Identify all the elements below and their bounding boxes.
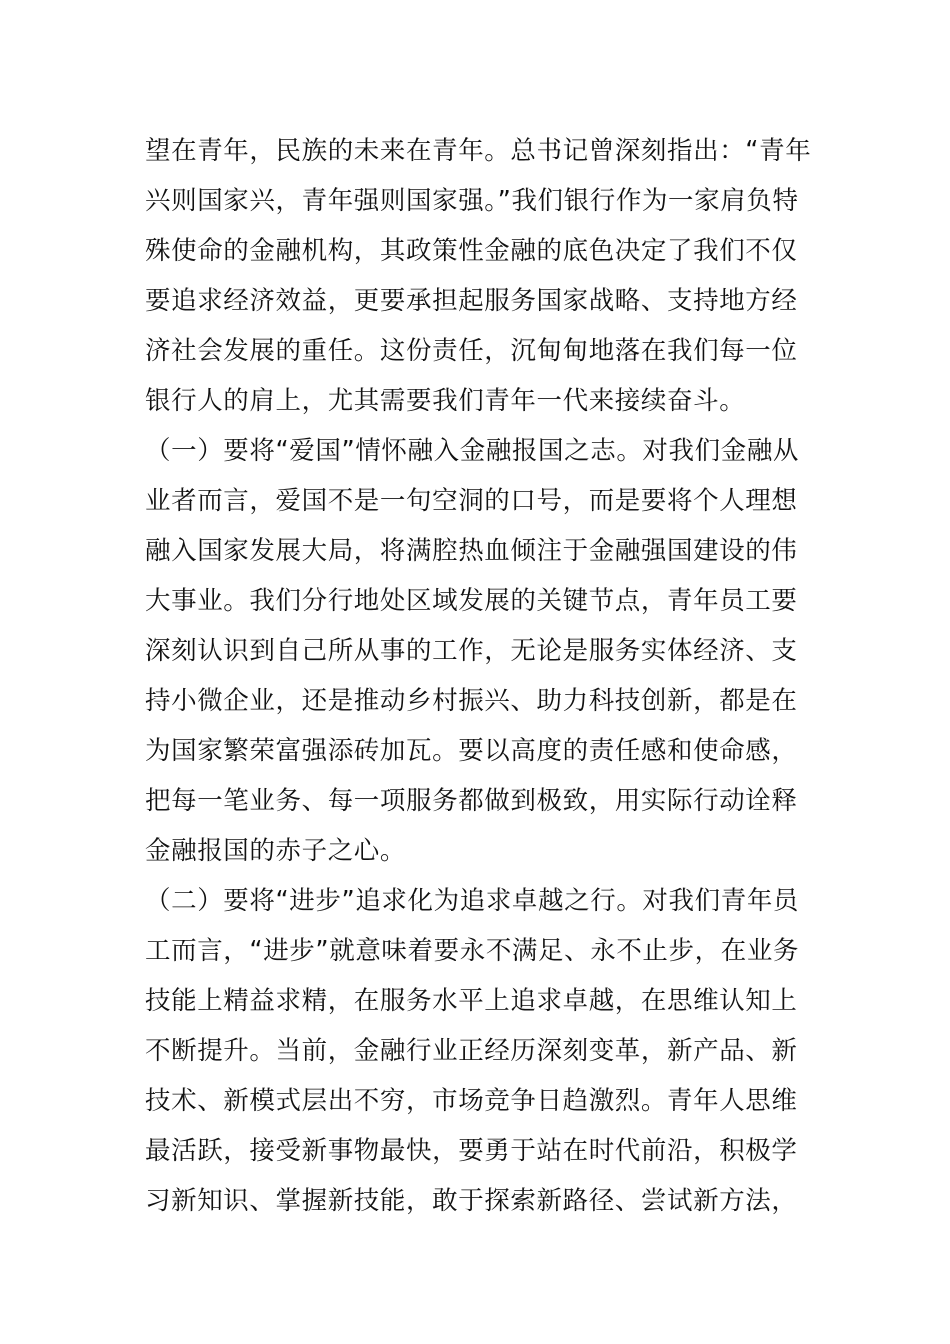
text-line: 持小微企业，还是推动乡村振兴、助力科技创新，都是在 (145, 686, 798, 716)
text-line: 不断提升。当前，金融行业正经历深刻变革，新产品、新 (145, 1036, 798, 1066)
text-line: 望在青年，民族的未来在青年。总书记曾深刻指出：“青年 (145, 136, 812, 166)
text-line: 要追求经济效益，更要承担起服务国家战略、支持地方经 (145, 286, 798, 316)
text-line: 为国家繁荣富强添砖加瓦。要以高度的责任感和使命感， (145, 736, 798, 766)
text-line: 技术、新模式层出不穷，市场竞争日趋激烈。青年人思维 (145, 1086, 798, 1116)
text-line: 大事业。我们分行地处区域发展的关键节点，青年员工要 (145, 586, 798, 616)
text-line: 兴则国家兴，青年强则国家强。”我们银行作为一家肩负特 (145, 186, 799, 216)
text-line: 业者而言，爱国不是一句空洞的口号，而是要将个人理想 (145, 486, 798, 516)
text-line: 习新知识、掌握新技能，敢于探索新路径、尝试新方法， (145, 1186, 798, 1216)
text-line: 把每一笔业务、每一项服务都做到极致，用实际行动诠释 (145, 786, 798, 816)
text-line: 殊使命的金融机构，其政策性金融的底色决定了我们不仅 (145, 236, 798, 266)
text-line: 金融报国的赤子之心。 (145, 836, 407, 866)
section-heading-line: （一）要将“爱国”情怀融入金融报国之志。对我们金融从 (145, 436, 800, 466)
text-line: 深刻认识到自己所从事的工作，无论是服务实体经济、支 (145, 636, 798, 666)
text-line: 工而言，“进步”就意味着要永不满足、永不止步，在业务 (145, 936, 800, 966)
section-heading-line: （二）要将“进步”追求化为追求卓越之行。对我们青年员 (145, 886, 800, 916)
text-line: 最活跃，接受新事物最快，要勇于站在时代前沿，积极学 (145, 1136, 798, 1166)
text-line: 银行人的肩上，尤其需要我们青年一代来接续奋斗。 (145, 386, 746, 416)
text-line: 济社会发展的重任。这份责任，沉甸甸地落在我们每一位 (145, 336, 798, 366)
body-text (145, 126, 817, 1226)
text-line: 融入国家发展大局，将满腔热血倾注于金融强国建设的伟 (145, 536, 798, 566)
text-line: 技能上精益求精，在服务水平上追求卓越，在思维认知上 (145, 986, 798, 1016)
